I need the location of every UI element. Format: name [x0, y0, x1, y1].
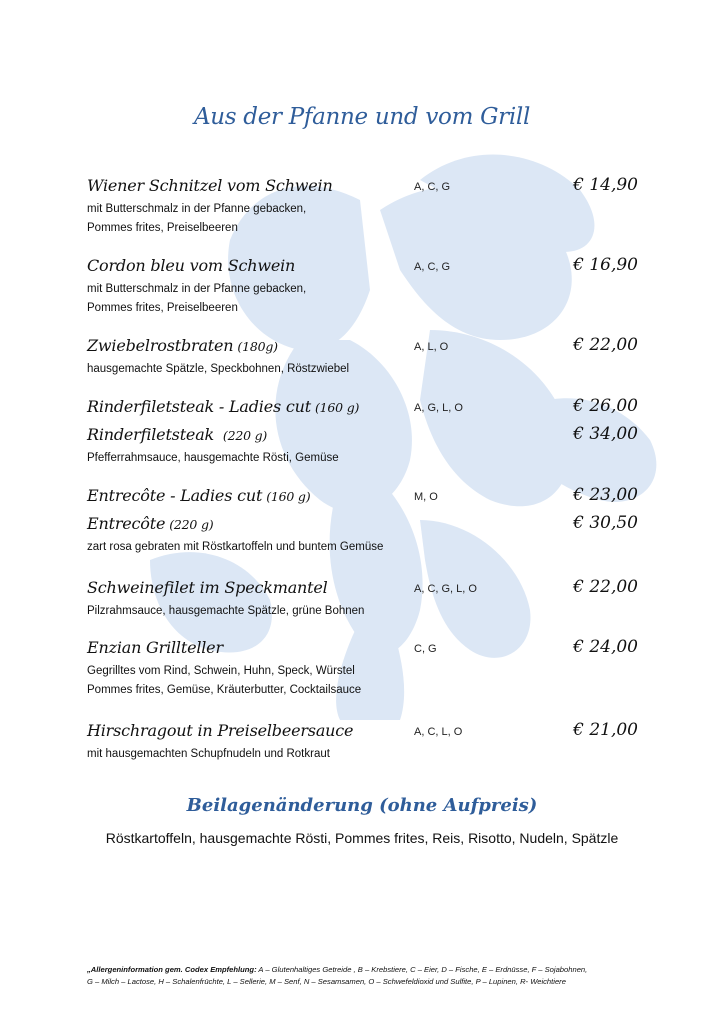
dish-description: mit Butterschmalz in der Pfanne gebacken,	[87, 283, 307, 295]
dish-portion-size: (220 g)	[222, 428, 268, 443]
dish-allergens: A, G, L, O	[414, 402, 463, 414]
dish-name	[87, 425, 267, 445]
dish-price: € 16,90	[573, 255, 638, 275]
dish-description: hausgemachte Spätzle, Speckbohnen, Röstzwiebel	[87, 363, 350, 375]
dish-description: mit Butterschmalz in der Pfanne gebacken,	[87, 203, 307, 215]
dish-allergens: M, O	[414, 491, 438, 503]
dish-price: € 14,90	[573, 175, 638, 195]
dish-price: € 30,50	[573, 513, 638, 533]
dish-title: Cordon bleu vom Schwein	[87, 256, 296, 275]
dish-name	[87, 514, 213, 534]
dish-title: Rinderfiletsteak	[87, 425, 219, 444]
dish-title: Hirschragout in Preiselbeersauce	[87, 721, 354, 740]
footnote-line-1: A – Glutenhaltiges Getreide , B – Krebstiere, C – Eier, D – Fische, E – Erdnüsse, F – Sojabohnen,	[256, 965, 588, 974]
dish-allergens: A, C, G	[414, 181, 451, 193]
dish-name	[87, 256, 295, 276]
dish-price: € 22,00	[573, 335, 638, 355]
dish-name	[87, 176, 333, 196]
dish-portion-size: (160 g)	[315, 400, 360, 415]
dish-description: Pommes frites, Preiselbeeren	[87, 222, 238, 234]
dish-allergens: A, C, L, O	[414, 726, 463, 738]
dish-name	[87, 578, 328, 598]
dish-title: Entrecôte	[87, 514, 166, 533]
dish-price: € 22,00	[573, 577, 638, 597]
dish-description: Pommes frites, Preiselbeeren	[87, 302, 238, 314]
dish-description: Pilzrahmsauce, hausgemachte Spätzle, grüne Bohnen	[87, 605, 365, 617]
dish-name	[87, 397, 359, 417]
dish-description: Pfefferrahmsauce, hausgemachte Rösti, Gemüse	[87, 452, 339, 464]
dish-description: Gegrilltes vom Rind, Schwein, Huhn, Speck, Würstel	[87, 665, 355, 677]
footnote-label: „Allergeninformation gem. Codex Empfehlung:	[87, 965, 257, 974]
dish-price: € 34,00	[573, 424, 638, 444]
dish-title: Enzian Grillteller	[87, 638, 223, 657]
dish-price: € 23,00	[573, 485, 638, 505]
dish-portion-size: (160 g)	[266, 489, 311, 504]
sides-list: Röstkartoffeln, hausgemachte Rösti, Pommes frites, Reis, Risotto, Nudeln, Spätzle	[105, 830, 619, 846]
dish-description: mit hausgemachten Schupfnudeln und Rotkraut	[87, 748, 330, 760]
dish-title: Wiener Schnitzel vom Schwein	[87, 176, 333, 195]
dish-title: Rinderfiletsteak - Ladies cut	[87, 397, 311, 416]
dish-name	[87, 638, 223, 658]
dish-allergens: A, C, G	[414, 261, 451, 273]
dish-allergens: A, C, G, L, O	[414, 583, 477, 595]
dish-allergens: C, G	[414, 643, 437, 655]
dish-portion-size: (220 g)	[169, 517, 214, 532]
sides-title: Beilagenänderung (ohne Aufpreis)	[186, 795, 538, 816]
footnote-line-2: G – Milch – Lactose, H – Schalenfrüchte, L – Sellerie, M – Senf, N – Sesamsamen, O – Schwefeldioxid und Sulfite, P – Lupinen, R- Weichtiere	[87, 977, 566, 986]
dish-allergens: A, L, O	[414, 341, 449, 353]
dish-portion-size: (180g)	[237, 339, 278, 354]
dish-price: € 21,00	[573, 720, 638, 740]
dish-title: Zwiebelrostbraten	[87, 336, 234, 355]
page-title: Aus der Pfanne und vom Grill	[193, 104, 531, 130]
dish-name	[87, 721, 353, 741]
dish-name	[87, 486, 310, 506]
dish-description: Pommes frites, Gemüse, Kräuterbutter, Cocktailsauce	[87, 684, 362, 696]
allergen-footnote	[87, 964, 647, 988]
dish-title: Schweinefilet im Speckmantel	[87, 578, 328, 597]
dish-name	[87, 336, 278, 356]
dish-description: zart rosa gebraten mit Röstkartoffeln und buntem Gemüse	[87, 541, 384, 553]
dish-price: € 26,00	[573, 396, 638, 416]
dish-price: € 24,00	[573, 637, 638, 657]
dish-title: Entrecôte - Ladies cut	[87, 486, 263, 505]
